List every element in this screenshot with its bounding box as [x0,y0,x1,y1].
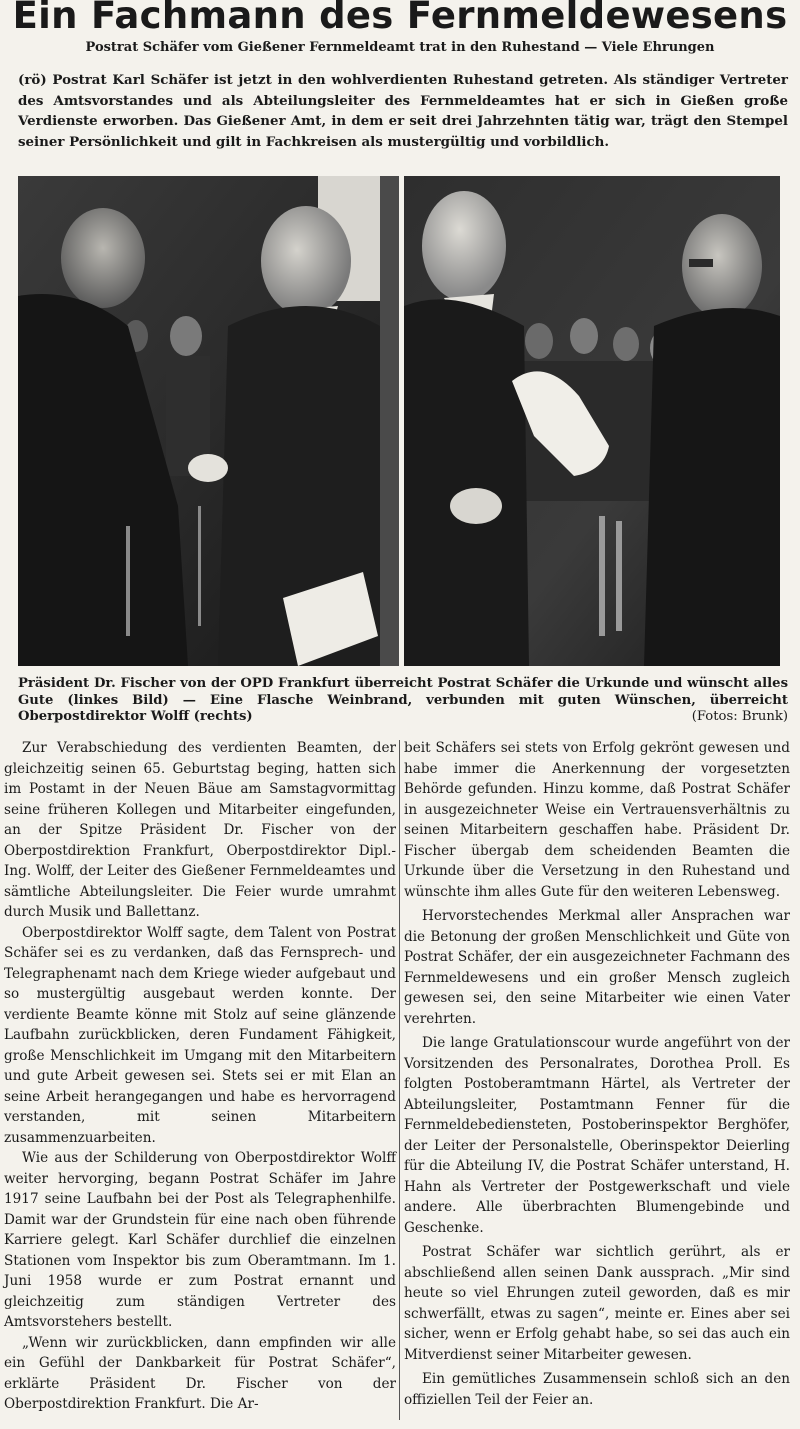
paragraph: Zur Verabschiedung des verdienten Beamten, der gleichzeitig seinen 65. Geburtstag beging, hatten sich im Postamt in der Neuen Bäue am Samstagvormittag seine früheren Kollegen und Mitarbeiter eingefunden, an der Spitze Präsident Dr. Fischer von der Oberpostdirektion Frankfurt, Oberpostdirektor Dipl.-Ing. Wolff, der Leiter des Gießener Fernmeldeamtes und sämtliche Abteilungsleiter. Die Feier wurde umrahmt durch Musik und Ballettanz. [4,740,396,920]
paragraph: Postrat Schäfer war sichtlich gerührt, als er abschließend allen seinen Dank aussprach. „Mir sind heute so viel Ehrungen zuteil geworden, daß es mir schwerfällt, etwas zu sagen“, meinte er. Eines aber sei sicher, wenn er Erfolg gehabt habe, so sei das auch ein Mitverdienst seiner Mitarbeiter gewesen. [404,1244,790,1363]
caption-text: Präsident Dr. Fischer von der OPD Frankfurt überreicht Postrat Schäfer die Urkunde und wünscht alles Gute (linkes Bild) — Eine Flasche Weinbrand, verbunden mit guten Wünschen, überreicht Oberpostdirektor Wolff (rechts) [18,676,788,724]
photo-left-image [18,176,399,666]
photo-left-handshake [18,176,399,666]
body-column-right [404,738,790,1410]
subheadline: Postrat Schäfer vom Gießener Fernmeldeamt trat in den Ruhestand — Viele Ehrungen [85,40,715,55]
paragraph: Die lange Gratulationscour wurde angeführt von der Vorsitzenden des Personalrates, Dorothea Proll. Es folgten Postoberamtmann Härtel, als Vertreter der Abteilungsleiter, Postamtmann Fenner für die Fernmeldebediensteten, Postoberinspektor Berghöfer, der Leiter der Personalstelle, Oberinspektor Deierling für die Abteilung IV, die Postrat Schäfer unterstand, H. Hahn als Vertreter der Postgewerkschaft und viele andere. Alle überbrachten Blumengebinde und Geschenke. [404,1035,790,1236]
photo-right-image [404,176,780,666]
paragraph: Ein gemütliches Zusammensein schloß sich an den offiziellen Teil der Feier an. [404,1371,790,1408]
headline: Ein Fachmann des Fernmeldewesens [12,0,788,36]
photo-caption [18,676,788,726]
paragraph: Oberpostdirektor Wolff sagte, dem Talent von Postrat Schäfer sei es zu verdanken, daß das Fernsprech- und Telegraphenamt nach dem Kriege wieder aufgebaut und so mustergültig ausgebaut werden konnte. Der verdiente Beamte könne mit Stolz auf seine glänzende Laufbahn zurückblicken, deren Fundament Fähigkeit, große Menschlichkeit im Umgang mit den Mitarbeitern und gute Arbeit gewesen sei. Stets sei er mit Elan an seine Arbeit herangegangen und habe es hervorragend verstanden, mit seinen Mitarbeitern zusammenzuarbeiten. [4,924,396,1146]
paragraph: Wie aus der Schilderung von Oberpostdirektor Wolff weiter hervorging, begann Postrat Schäfer im Jahre 1917 seine Laufbahn bei der Post als Telegraphenhilfe. Damit war der Grundstein für eine nach oben führende Karriere gelegt. Karl Schäfer durchlief die einzelnen Stationen vom Inspektor bis zum Oberamtmann. Im 1. Juni 1958 wurde er zum Postrat ernannt und gleichzeitig zum ständigen Vertreter des Amtsvorstehers bestellt. [4,1150,396,1330]
paragraph: Hervorstechendes Merkmal aller Ansprachen war die Betonung der großen Menschlichkeit und Güte von Postrat Schäfer, der ein ausgezeichneter Fachmann des Fernmeldewesens und ein großer Mensch zugleich gewesen sei, den seine Mitarbeiter wie einen Vater verehrten. [404,908,790,1027]
paragraph: beit Schäfers sei stets von Erfolg gekrönt gewesen und habe immer die Anerkennung der vorgesetzten Behörde gefunden. Hinzu komme, daß Postrat Schäfer in ausgezeichneter Weise ein Vertrauensverhältnis zu seinen Mitarbeitern geschaffen habe. Präsident Dr. Fischer übergab dem scheidenden Beamten die Urkunde über die Versetzung in den Ruhestand und wünschte ihm alles Gute für den weiteren Lebensweg. [404,740,790,900]
column-divider [399,740,400,1420]
lead-paragraph: (rö) Postrat Karl Schäfer ist jetzt in den wohlverdienten Ruhestand getreten. Als ständiger Vertreter des Amtsvorstandes und als Abteilungsleiter des Fernmeldeamtes hat er sich in Gießen große Verdienste erworben. Das Gießener Amt, in dem er seit drei Jahrzehnten tätig war, trägt den Stempel seiner Persönlichkeit und gilt in Fachkreisen als mustergültig und vorbildlich. [18,72,788,150]
photo-right-bottle-presentation [404,176,780,666]
photo-credit: (Fotos: Brunk) [691,709,788,724]
paragraph: „Wenn wir zurückblicken, dann empfinden wir alle ein Gefühl der Dankbarkeit für Postrat Schäfer“, erklärte Präsident Dr. Fischer von der Oberpostdirektion Frankfurt. Die Ar- [4,1334,396,1412]
body-column-left [4,738,396,1415]
